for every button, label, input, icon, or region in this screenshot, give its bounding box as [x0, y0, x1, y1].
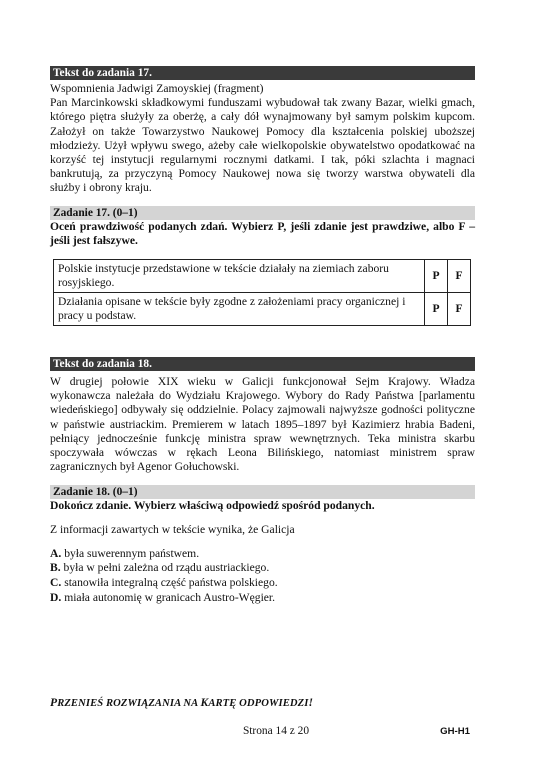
answer-option-a[interactable] [50, 547, 475, 562]
page-number: Strona 14 z 20 [242, 725, 310, 737]
statement-cell: Polskie instytucje przedstawione w tekście działały na ziemiach zaboru rosyjskiego. [54, 260, 425, 293]
answer-option-c[interactable] [50, 576, 475, 591]
option-text: miała autonomię w granicach Austro-Węgier. [64, 590, 276, 604]
option-text: była w pełni zależna od rządu austriackiego. [63, 561, 270, 575]
answer-p-option[interactable]: P [425, 260, 448, 293]
answer-p-option[interactable]: P [425, 293, 448, 326]
answer-option-d[interactable] [50, 591, 475, 606]
statement-cell: Działania opisane w tekście były zgodne z założeniami pracy organicznej i pracy u podstaw. [54, 293, 425, 326]
option-letter: A. [50, 546, 62, 560]
text17-title: Wspomnienia Jadwigi Zamoyskiej (fragment) [50, 82, 264, 95]
option-text: była suwerennym państwem. [64, 546, 200, 560]
exam-code: GH-H1 [440, 726, 470, 737]
true-false-table [53, 259, 471, 326]
task18-header: Zadanie 18. (0–1) [50, 485, 475, 499]
task17-instruction: Oceń prawdziwość podanych zdań. Wybierz P, jeśli zdanie jest prawdziwe, albo F – jeśli jest fałszywe. [50, 219, 475, 247]
text18-body: W drugiej połowie XIX wieku w Galicji funkcjonował Sejm Krajowy. Władza wykonawcza należała do Wydziału Krajowego. Wybory do Rady Państwa [parlamentu wiedeńskiego] odbywały się oddzielnie. Polacy zajmowali najwyższe godności polityczne w państwie austriackim. Premierem w latach 1895–1897 był Kazimierz hrabia Badeni, pełniący jednocześnie funkcję ministra spraw wewnętrznych. Teka ministra skarbu spoczywała wówczas w rękach Leona Bilińskiego, natomiast ministrem spraw zagranicznych był Agenor Gołuchowski. [50, 375, 475, 474]
task18-instruction: Dokończ zdanie. Wybierz właściwą odpowiedź spośród podanych. [50, 499, 375, 513]
option-text: stanowiła integralną część państwa polskiego. [64, 576, 278, 590]
task18-stem: Z informacji zawartych w tekście wynika, że Galicja [50, 522, 295, 536]
text18-header: Tekst do zadania 18. [50, 357, 475, 371]
text17-body: Pan Marcinkowski składkowymi funduszami wybudował tak zwany Bazar, wielki gmach, którego piętra służyły za oberżę, a cały dół wynajmowany był samym polskim kupcom. Założył on także Towarzystwo Naukowej Pomocy dla kształcenia polskiej uboższej młodzieży. Użył wpływu swego, ażeby całe wielkopolskie obywatelstwo opodatkować na korzyść tej instytucji regularnymi rocznymi datkami. I tak, póki szlachta i magnaci bankrutują, za przyczyną Pomocy Naukowej nowa się tworzy warstwa obywateli dla służby i obrony kraju. [50, 96, 475, 195]
table-row [54, 260, 471, 293]
answer-f-option[interactable]: F [448, 260, 471, 293]
text17-header: Tekst do zadania 17. [50, 66, 475, 80]
answer-options [50, 547, 475, 605]
page-content [50, 66, 475, 605]
option-letter: D. [50, 590, 62, 604]
answer-f-option[interactable]: F [448, 293, 471, 326]
task17-header: Zadanie 17. (0–1) [50, 206, 475, 220]
answer-option-b[interactable] [50, 561, 475, 576]
table-row [54, 293, 471, 326]
option-letter: C. [50, 576, 62, 590]
option-letter: B. [50, 561, 61, 575]
transfer-answers-note: PRZENIEŚ ROZWIĄZANIA NA KARTĘ ODPOWIEDZI! [50, 696, 314, 709]
